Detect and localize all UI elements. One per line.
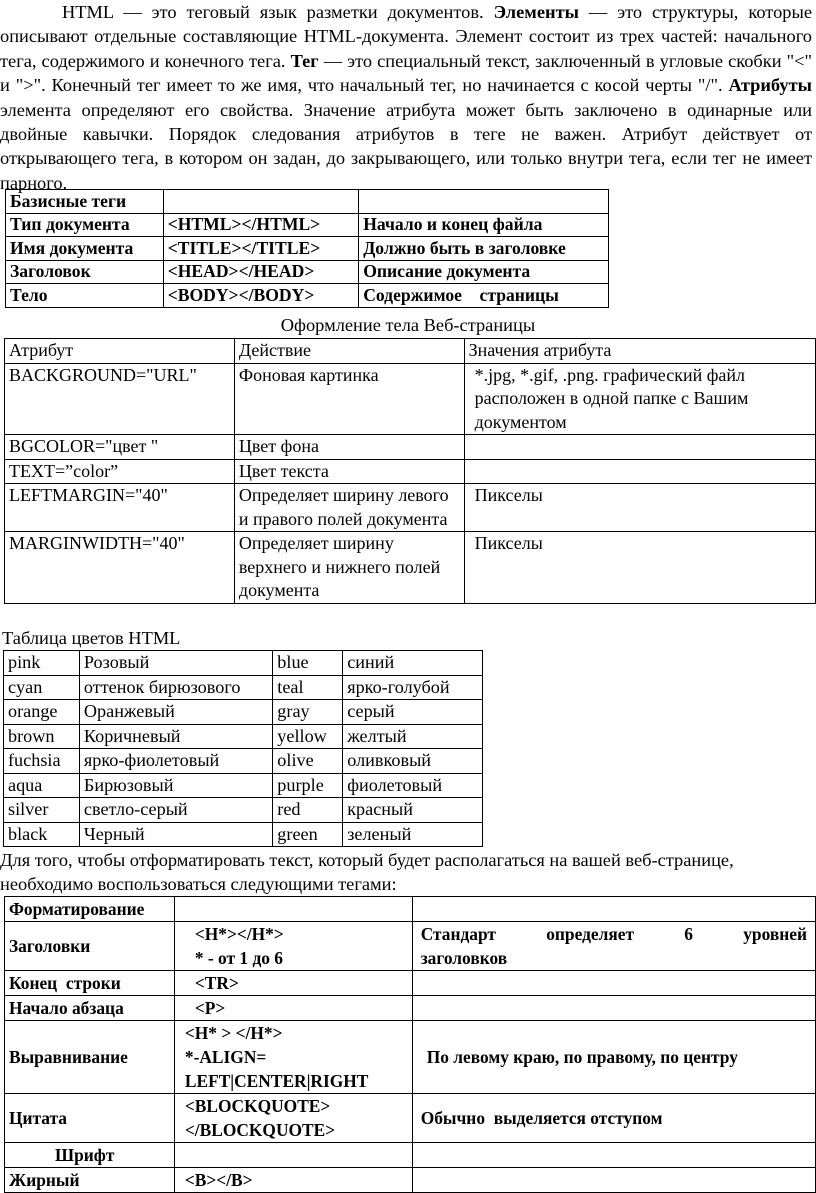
intro-text-2: — это структуры, которые описывают отдельные составляющие HTML-документа. Элемент состоит из трех частей: начального тега, содержимого и конечного тега. [0, 2, 812, 71]
table-cell: <B></B> [174, 1168, 412, 1193]
intro-term-elements: Элементы [493, 2, 579, 22]
column-header: Атрибут [5, 339, 235, 364]
table-cell [412, 996, 815, 1021]
intro-term-attributes: Атрибуты [728, 75, 812, 96]
table-cell: cyan [4, 675, 80, 700]
table-row [5, 484, 816, 532]
table-row [4, 724, 483, 749]
column-header: Значения атрибута [464, 339, 815, 364]
table-row [5, 1094, 816, 1143]
body-table-caption: Оформление тела Веб-страницы [280, 315, 536, 335]
table-cell: Жирный [5, 1168, 175, 1193]
table-cell: Форматирование [5, 897, 175, 922]
tag-line: LEFT|CENTER|RIGHT [184, 1071, 369, 1091]
table-cell: Начало и конец файла [359, 213, 609, 237]
tag-line: <H* > </H*> [184, 1023, 283, 1043]
table-cell: aqua [4, 773, 80, 798]
table-row [5, 897, 816, 922]
table-cell: Содержимое страницы [359, 284, 609, 308]
table-row [5, 459, 816, 484]
table-cell: TEXT=”color” [5, 459, 235, 484]
table-cell: MARGINWIDTH="40" [5, 532, 235, 604]
table-cell: Цитата [5, 1094, 175, 1143]
table-cell [412, 922, 815, 971]
intro-term-tag: Тег [290, 50, 319, 71]
intro-text-3: — это специальный текст, заключенный в угловые скобки "<" и ">". Конечный тег имеет то же имя, что начальный тег, но начинается с косой черты "/". [0, 50, 812, 96]
table-cell: pink [4, 651, 80, 676]
table-row [5, 435, 816, 460]
table-header-row [5, 339, 816, 364]
table-cell: Определяет ширину верхнего и нижнего полей документа [234, 532, 464, 604]
table-cell: Бирюзовый [79, 773, 272, 798]
table-cell: Имя документа [6, 237, 164, 261]
table-cell: Базисные теги [6, 190, 164, 214]
table-cell: gray [273, 700, 343, 725]
table-cell: Оранжевый [79, 700, 272, 725]
table-cell: yellow [273, 724, 343, 749]
table-cell: оттенок бирюзового [79, 675, 272, 700]
description-line: Стандарт определяет 6 уровней [420, 924, 807, 944]
table-cell: fuchsia [4, 749, 80, 774]
table-cell: синий [343, 651, 483, 676]
table-cell: teal [273, 675, 343, 700]
table-cell: фиолетовый [343, 773, 483, 798]
table-cell: Заголовки [5, 922, 175, 971]
table-cell: Должно быть в заголовке [359, 237, 609, 261]
table-cell: <TITLE></TITLE> [163, 237, 359, 261]
table-cell: Цвет текста [234, 459, 464, 484]
table-cell [174, 922, 412, 971]
table-row [5, 971, 816, 996]
table-cell: желтый [343, 724, 483, 749]
table-row [6, 190, 609, 214]
table-cell: Розовый [79, 651, 272, 676]
table-cell: Выравнивание [5, 1021, 175, 1094]
table-cell: Пикселы [464, 484, 815, 532]
basic-tags-table [5, 189, 609, 308]
table-cell: Пикселы [464, 532, 815, 604]
table-cell: LEFTMARGIN="40" [5, 484, 235, 532]
table-cell: brown [4, 724, 80, 749]
table-cell: ярко-фиолетовый [79, 749, 272, 774]
table-cell [359, 190, 609, 214]
table-cell: *.jpg, *.gif, .png. графический файл расположен в одной папке с Вашим документом [464, 363, 815, 435]
table-cell: olive [273, 749, 343, 774]
table-cell [464, 435, 815, 460]
table-row [6, 237, 609, 261]
table-row [5, 1021, 816, 1094]
tag-line: *-ALIGN= [184, 1047, 267, 1067]
table-cell [464, 459, 815, 484]
table-cell: orange [4, 700, 80, 725]
intro-text-4: элемента определяют его свойства. Значение атрибута может быть заключено в одинарные или двойные кавычки. Порядок следования атрибутов в теге не важен. Атрибут действует от открывающего тега, в котором он задан, до закрывающего, или только внутри тега, если тег не имеет парного. [0, 99, 812, 193]
table-cell [174, 1143, 412, 1168]
table-row [4, 822, 483, 847]
table-row [5, 1143, 816, 1168]
table-cell: Определяет ширину левого и правого полей документа [234, 484, 464, 532]
table-cell: red [273, 798, 343, 823]
table-cell [174, 1021, 412, 1094]
table-cell: Заголовок [6, 260, 164, 284]
table-cell [412, 971, 815, 996]
table-cell: blue [273, 651, 343, 676]
table-cell [412, 897, 815, 922]
table-row [5, 922, 816, 971]
tag-line: * - от 1 до 6 [194, 948, 283, 968]
formatting-tags-table [4, 896, 816, 1193]
table-cell: Конец строки [5, 971, 175, 996]
table-cell: Начало абзаца [5, 996, 175, 1021]
table-cell: Коричневый [79, 724, 272, 749]
table-row [4, 675, 483, 700]
table-row [5, 996, 816, 1021]
colors-table [3, 650, 483, 847]
table-cell: <HEAD></HEAD> [163, 260, 359, 284]
table-cell: оливковый [343, 749, 483, 774]
tag-line: <H*></H*> [194, 924, 284, 944]
table-cell: По левому краю, по правому, по центру [412, 1021, 815, 1094]
table-row [4, 798, 483, 823]
column-header: Действие [234, 339, 464, 364]
table-cell: зеленый [343, 822, 483, 847]
table-cell: silver [4, 798, 80, 823]
table-row [5, 532, 816, 604]
table-row [4, 773, 483, 798]
table-cell: серый [343, 700, 483, 725]
table-cell: Тип документа [6, 213, 164, 237]
table-cell: Черный [79, 822, 272, 847]
table-row [4, 651, 483, 676]
colors-table-caption: Таблица цветов HTML [2, 628, 181, 648]
formatting-intro-paragraph: Для того, чтобы отформатировать текст, который будет располагаться на вашей веб-странице, необходимо воспользоваться следующими тегами: [0, 850, 734, 894]
table-cell: Обычно выделяется отступом [412, 1094, 815, 1143]
table-cell: BGCOLOR="цвет " [5, 435, 235, 460]
table-cell: BACKGROUND="URL" [5, 363, 235, 435]
table-cell: <BODY></BODY> [163, 284, 359, 308]
table-row [6, 213, 609, 237]
table-cell [163, 190, 359, 214]
table-cell: purple [273, 773, 343, 798]
table-cell [174, 1094, 412, 1143]
table-cell: <TR> [174, 971, 412, 996]
table-cell: ярко-голубой [343, 675, 483, 700]
table-cell: светло-серый [79, 798, 272, 823]
table-row [4, 749, 483, 774]
table-cell: green [273, 822, 343, 847]
table-row [5, 363, 816, 435]
table-cell: Описание документа [359, 260, 609, 284]
description-line: заголовков [420, 948, 508, 968]
body-attributes-table [4, 338, 816, 604]
table-cell: красный [343, 798, 483, 823]
table-cell: <HTML></HTML> [163, 213, 359, 237]
table-cell: Тело [6, 284, 164, 308]
intro-text-1: HTML — это теговый язык разметки документов. [62, 2, 494, 22]
intro-paragraph [0, 0, 812, 195]
table-cell: Фоновая картинка [234, 363, 464, 435]
table-cell: <P> [174, 996, 412, 1021]
table-row [6, 260, 609, 284]
table-row [4, 700, 483, 725]
tag-line: <BLOCKQUOTE> [184, 1096, 331, 1116]
table-row [6, 284, 609, 308]
table-cell [174, 897, 412, 922]
table-cell: Цвет фона [234, 435, 464, 460]
table-cell [412, 1143, 815, 1168]
table-cell: Шрифт [5, 1143, 175, 1168]
tag-line: </BLOCKQUOTE> [184, 1120, 336, 1140]
table-cell: black [4, 822, 80, 847]
